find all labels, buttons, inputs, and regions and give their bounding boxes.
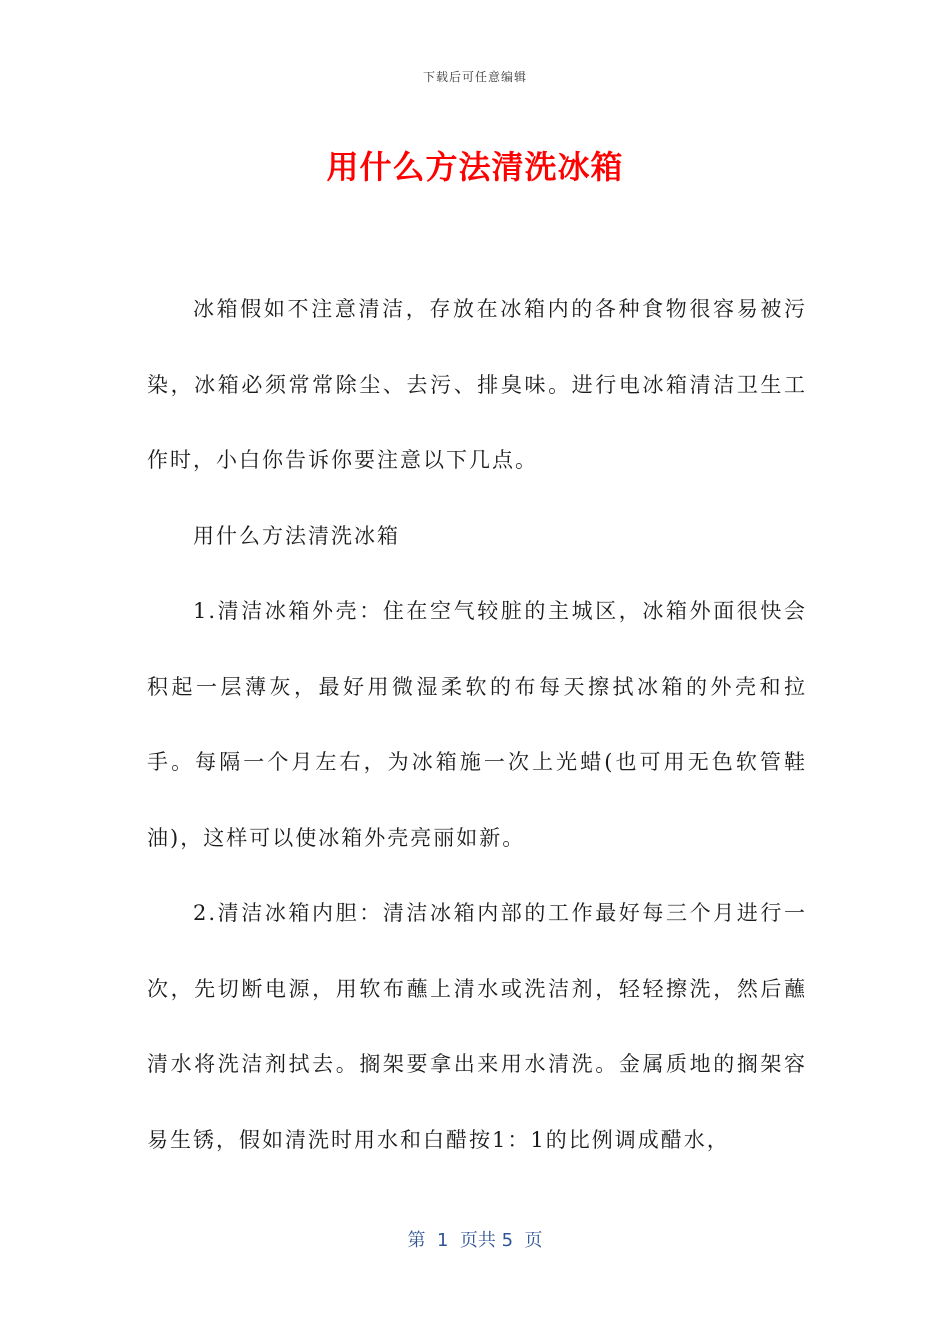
paragraph-intro: 冰箱假如不注意清洁，存放在冰箱内的各种食物很容易被污染，冰箱必须常常除尘、去污、排臭味。进行电冰箱清洁卫生工作时，小白你告诉你要注意以下几点。 <box>147 297 807 472</box>
paragraph-subheading: 用什么方法清洗冰箱 <box>193 523 400 548</box>
paragraph-step-1: 1.清洁冰箱外壳：住在空气较脏的主城区，冰箱外面很快会积起一层薄灰，最好用微湿柔软的布每天擦拭冰箱的外壳和拉手。每隔一个月左右，为冰箱施一次上光蜡(也可用无色软管鞋油)，这样可以使冰箱外壳亮丽如新。 <box>147 599 807 850</box>
header-note: 下载后可任意编辑 <box>422 70 527 84</box>
document-title: 用什么方法清洗冰箱 <box>326 148 624 186</box>
paragraph-step-2: 2.清洁冰箱内胆：清洁冰箱内部的工作最好每三个月进行一次，先切断电源，用软布蘸上清水或洗洁剂，轻轻擦洗，然后蘸清水将洗洁剂拭去。搁架要拿出来用水清洗。金属质地的搁架容易生锈，假如清洗时用水和白醋按1：1的比例调成醋水， <box>147 901 807 1152</box>
page-number: 第 1 页共 5 页 <box>407 1230 543 1251</box>
document-body <box>147 272 807 1178</box>
